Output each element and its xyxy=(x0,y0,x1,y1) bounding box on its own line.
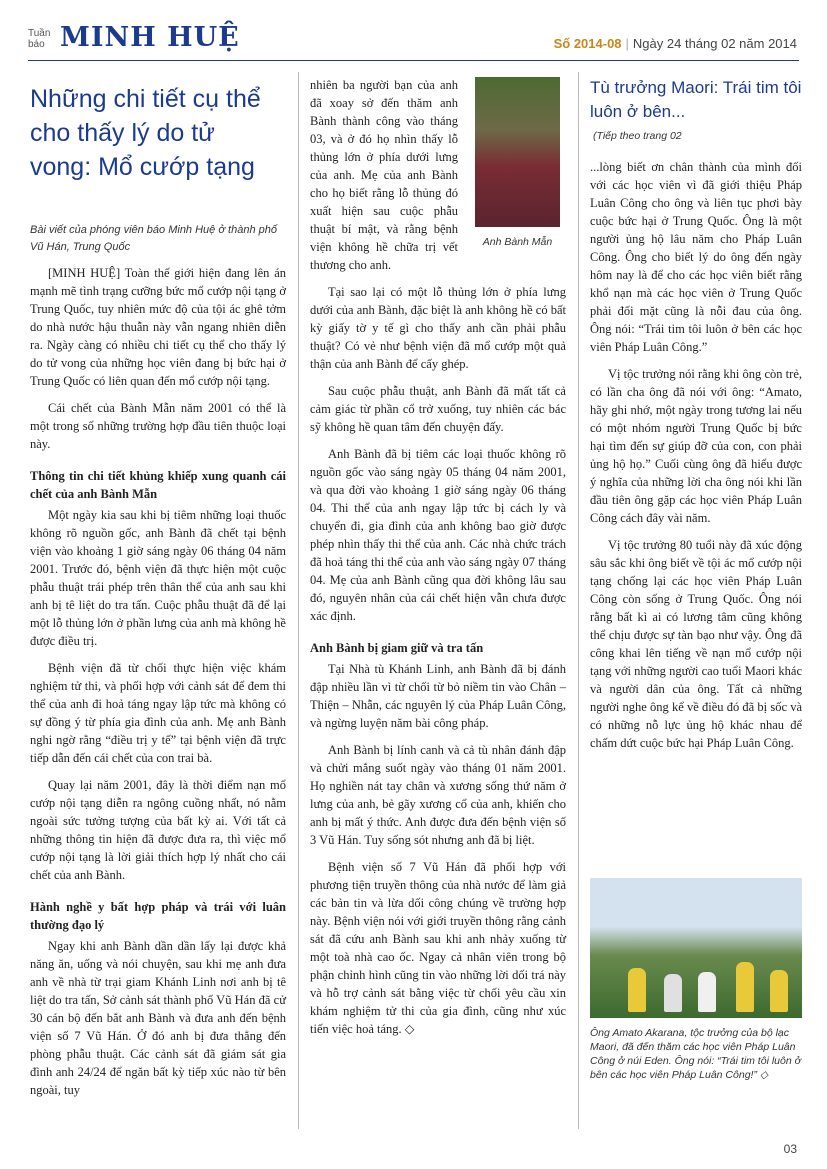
paragraph: Ngay khi anh Bành dần dần lấy lại được khả năng ăn, uống và nói chuyện, sau khi mẹ anh đưa anh về nhà từ trại giam Khánh Linh nơi anh bị tê liệt do tra tấn, Sở cảnh sát thành phố Vũ Hán đã cử 30 cán bộ đến bắt anh Bành và đưa anh đến bệnh viện số 7 Vũ Hán. Ở đó anh bị đưa thẳng đến phòng phẫu thuật. Các cảnh sát đã giám sát gia đình anh 24/24 để ngăn bất kỳ tiếp xúc nào từ bên ngoài, tuy xyxy=(30,939,286,1097)
paragraph: Bệnh viện số 7 Vũ Hán đã phối hợp với phương tiện truyền thông của nhà nước để làm giả các bản tin và lừa dối công chúng về trường hợp này. Bệnh viện nói với giới truyền thông rằng cảnh sát đã cứu anh Bành sau khi anh nhảy xuống từ một toà nhà cao ốc. Ngay cả nhân viên trong bộ phận chỉnh hình cũng tin vào những lời dối trá này và hỗ trợ cảnh sát bằng việc từ chối yêu cầu xin khám nghiệm tử thi của gia đình, cũng như xúc tiến việc hoả táng. ◇ xyxy=(310,860,566,1036)
sidebar-column xyxy=(590,158,802,761)
issue-info: Số 2014-08 | Ngày 24 tháng 02 năm 2014 xyxy=(553,36,797,51)
column-divider xyxy=(578,72,579,1129)
issue-number: Số 2014-08 xyxy=(553,36,622,51)
paragraph: Anh Bành đã bị tiêm các loại thuốc không rõ nguồn gốc vào sáng ngày 05 tháng 04 năm 2001, và qua đời vào khoảng 1 giờ sáng ngày 06 tháng 04. Thi thể của anh ngay lập tức bị cách ly và chuyển đi, gia đình của anh không bao giờ được phép nhìn thấy thi thể của anh. Các nhà chức trách đã hoả táng thi thể của anh vào sáng ngày 07 tháng 04. Mẹ của anh Bành cũng qua đời không lâu sau đó, nguyên nhân của cái chết hiện vẫn chưa được xác định. xyxy=(310,447,566,623)
paragraph: Quay lại năm 2001, đây là thời điểm nạn mổ cướp nội tạng diễn ra ngông cuồng nhất, nó nằm ngoài sức tưởng tượng của bất kỳ ai. Với tất cả những thông tin hiện đã được đưa ra, thì việc mổ cướp nội tạng là lời giải thích hợp lý nhất cho cái chết của anh Bành. xyxy=(30,778,286,882)
paragraph: Cái chết của Bành Mẫn năm 2001 có thể là một trong số những trường hợp đầu tiên thuộc loại này. xyxy=(30,401,286,451)
paragraph: Sau cuộc phẫu thuật, anh Bành đã mất tất cả cảm giác từ phần cổ trở xuống, tuy nhiên các bác sỹ không hề quan tâm đến chuyện đấy. xyxy=(310,384,566,434)
paragraph: Một ngày kia sau khi bị tiêm những loại thuốc không rõ nguồn gốc, anh Bành đã chết tại bệnh viện vào khoảng 1 giờ sáng ngày 06 tháng 04 năm 2001. Trước đó, bệnh viện đã thực hiện một cuộc phẫu thuật trái phép trên thân thể của anh sau khi anh bị tê liệt do tra tấn. Cuộc phẫu thuật đã để lại một lỗ thủng lớn ở phần lưng của anh mà không hề được điều trị. xyxy=(30,508,286,648)
section-heading: Thông tin chi tiết khủng khiếp xung quanh cái chết của anh Bành Mẫn xyxy=(30,469,286,501)
continued-note: (Tiếp theo trang 02 xyxy=(593,130,682,142)
article-byline: Bài viết của phóng viên báo Minh Huệ ở thành phố Vũ Hán, Trung Quốc xyxy=(30,224,277,253)
group-photo xyxy=(590,878,802,1018)
paragraph: ...lòng biết ơn chân thành của mình đối với các học viên vì đã giới thiệu Pháp Luân Công cho ông và liên tục phơi bày cuộc bức hại ở Trung Quốc. Ông là một người ủng hộ lâu năm cho Pháp Luân Công. Ông cho biết lý do ông đến ngày hôm nay là để cho các học viên biết rằng khổ nạn mà các học viên ở Trung Quốc phải đối mặt cũng là nỗi đau của ông. Ông nói: “Trái tim tôi luôn ở bên các học viên Pháp Luân Công.” xyxy=(590,160,802,354)
masthead-label-line1: Tuần xyxy=(28,28,51,39)
article-title: Những chi tiết cụ thể cho thấy lý do tử vong: Mổ cướp tạng xyxy=(30,85,261,181)
section-heading: Anh Bành bị giam giữ và tra tấn xyxy=(310,641,484,655)
paragraph: [MINH HUỆ] Toàn thế giới hiện đang lên án mạnh mẽ tình trạng cưỡng bức mổ cướp nội tạng ở Trung Quốc, tuy nhiên mức độ của tội ác ghê tởm do nhà nước hậu thuẫn này vẫn ngang nhiên diễn ra. Ngày càng có nhiều chi tiết cụ thể cho thấy lý do tử vong của những học viên đang bị bức hại ở Trung Quốc có liên quan đến mổ cướp nội tạng. xyxy=(30,266,286,388)
paragraph: Anh Bành bị lính canh và cả tù nhân đánh đập và chửi mắng suốt ngày vào tháng 01 năm 2001. Họ nghiền nát tay chân và xương sống thứ năm ở lưng của anh, bẻ gãy xương cổ của anh, khiến cho anh bị mất ý thức. Anh được đưa đến bệnh viện số 3 Vũ Hán. Tuy sống sót nhưng anh đã bị liệt. xyxy=(310,743,566,847)
sidebar-title: Tù trưởng Maori: Trái tim tôi luôn ở bên... xyxy=(590,78,802,121)
issue-date: Ngày 24 tháng 02 năm 2014 xyxy=(632,36,797,51)
page-number: 03 xyxy=(783,1142,797,1156)
paragraph: Vị tộc trưởng 80 tuổi này đã xúc động sâu sắc khi ông biết về tội ác mổ cướp nội tạng chống lại các học viên Pháp Luân Công còn sống ở Trung Quốc. Ông nói rằng bất kì ai có lương tâm cũng không thể chịu được sự tàn bạo như vậy. Ông đã công khai lên tiếng về nạn mổ cướp nội tạng với những người cao tuổi Maori khác và người dân của ông. Tất cả những người nghe ông kể về điều đó đã bị sốc và có những nỗ lực ủng hộ khác nhau để chấm dứt cuộc bức hại Pháp Luân Công. xyxy=(590,538,802,750)
group-photo-caption: Ông Amato Akarana, tộc trưởng của bộ lạc Maori, đã đến thăm các học viên Pháp Luân Công ở núi Eden. Ông nói: “Trái tim tôi luôn ở bên các học viên Pháp Luân Công!” ◇ xyxy=(590,1027,801,1081)
paragraph: Vị tộc trưởng nói rằng khi ông còn trẻ, có lần cha ông đã nói với ông: “Amato, hãy ghi nhớ, một ngày trong tương lai nếu có một nhóm người Trung Quốc bị bức hại tìm đến sự giúp đỡ của con, con phải ủng hộ họ.” Cuối cùng ông đã hiểu được ý nghĩa của những lời cha ông nói khi lần đầu tiên ông gặp các học viên Pháp Luân Công cách đây vài năm. xyxy=(590,367,802,525)
paragraph: Tại sao lại có một lỗ thủng lớn ở phía lưng dưới của anh Bành, đặc biệt là anh không hề có bất kỳ giấy tờ y tế gì cho thấy anh cần phải phẫu thuật? Có vẻ như bệnh viện đã mổ cướp một quả thận của anh Bành để cấy ghép. xyxy=(310,285,566,371)
column-divider xyxy=(298,72,299,1129)
portrait-caption: Anh Bành Mẫn xyxy=(482,236,553,248)
header-rule xyxy=(28,60,799,61)
masthead-title: MINH HUỆ xyxy=(60,22,240,53)
article-column-2 xyxy=(310,76,566,1047)
article-column-1 xyxy=(30,264,286,1108)
masthead-label xyxy=(28,28,50,50)
paragraph: nhiên ba người bạn của anh đã xoay sở đến thăm anh Bành thành công vào tháng 03, và ở đó họ nhìn thấy lỗ thủng lớn ở phía dưới lưng của anh. Mẹ của anh Bành cho họ biết rằng lỗ thủng đó xuất hiện sau cuộc phẫu thuật bí mật, và rằng bệnh viện không hề chữa trị vết thương cho anh. xyxy=(310,78,458,272)
masthead-label-line2: báo xyxy=(28,39,45,50)
paragraph: Tại Nhà tù Khánh Linh, anh Bành đã bị đánh đập nhiều lần vì từ chối từ bỏ niềm tin vào Chân – Thiện – Nhẫn, các nguyên lý của Pháp Luân Công, và ngừng luyện năm bài công pháp. xyxy=(310,662,566,730)
paragraph: Bệnh viện đã từ chối thực hiện việc khám nghiệm tử thi, và phối hợp với cảnh sát để đem thi thể của anh đi hoả táng ngay lập tức mà không có sự đồng ý từ phía gia đình của anh. Mẹ anh Bành nghi ngờ rằng “điều trị y tế” tại bệnh viện đã trực tiếp dẫn đến cái chết của con trai bà. xyxy=(30,661,286,765)
section-heading: Hành nghề y bất hợp pháp và trái với luân thường đạo lý xyxy=(30,900,286,932)
